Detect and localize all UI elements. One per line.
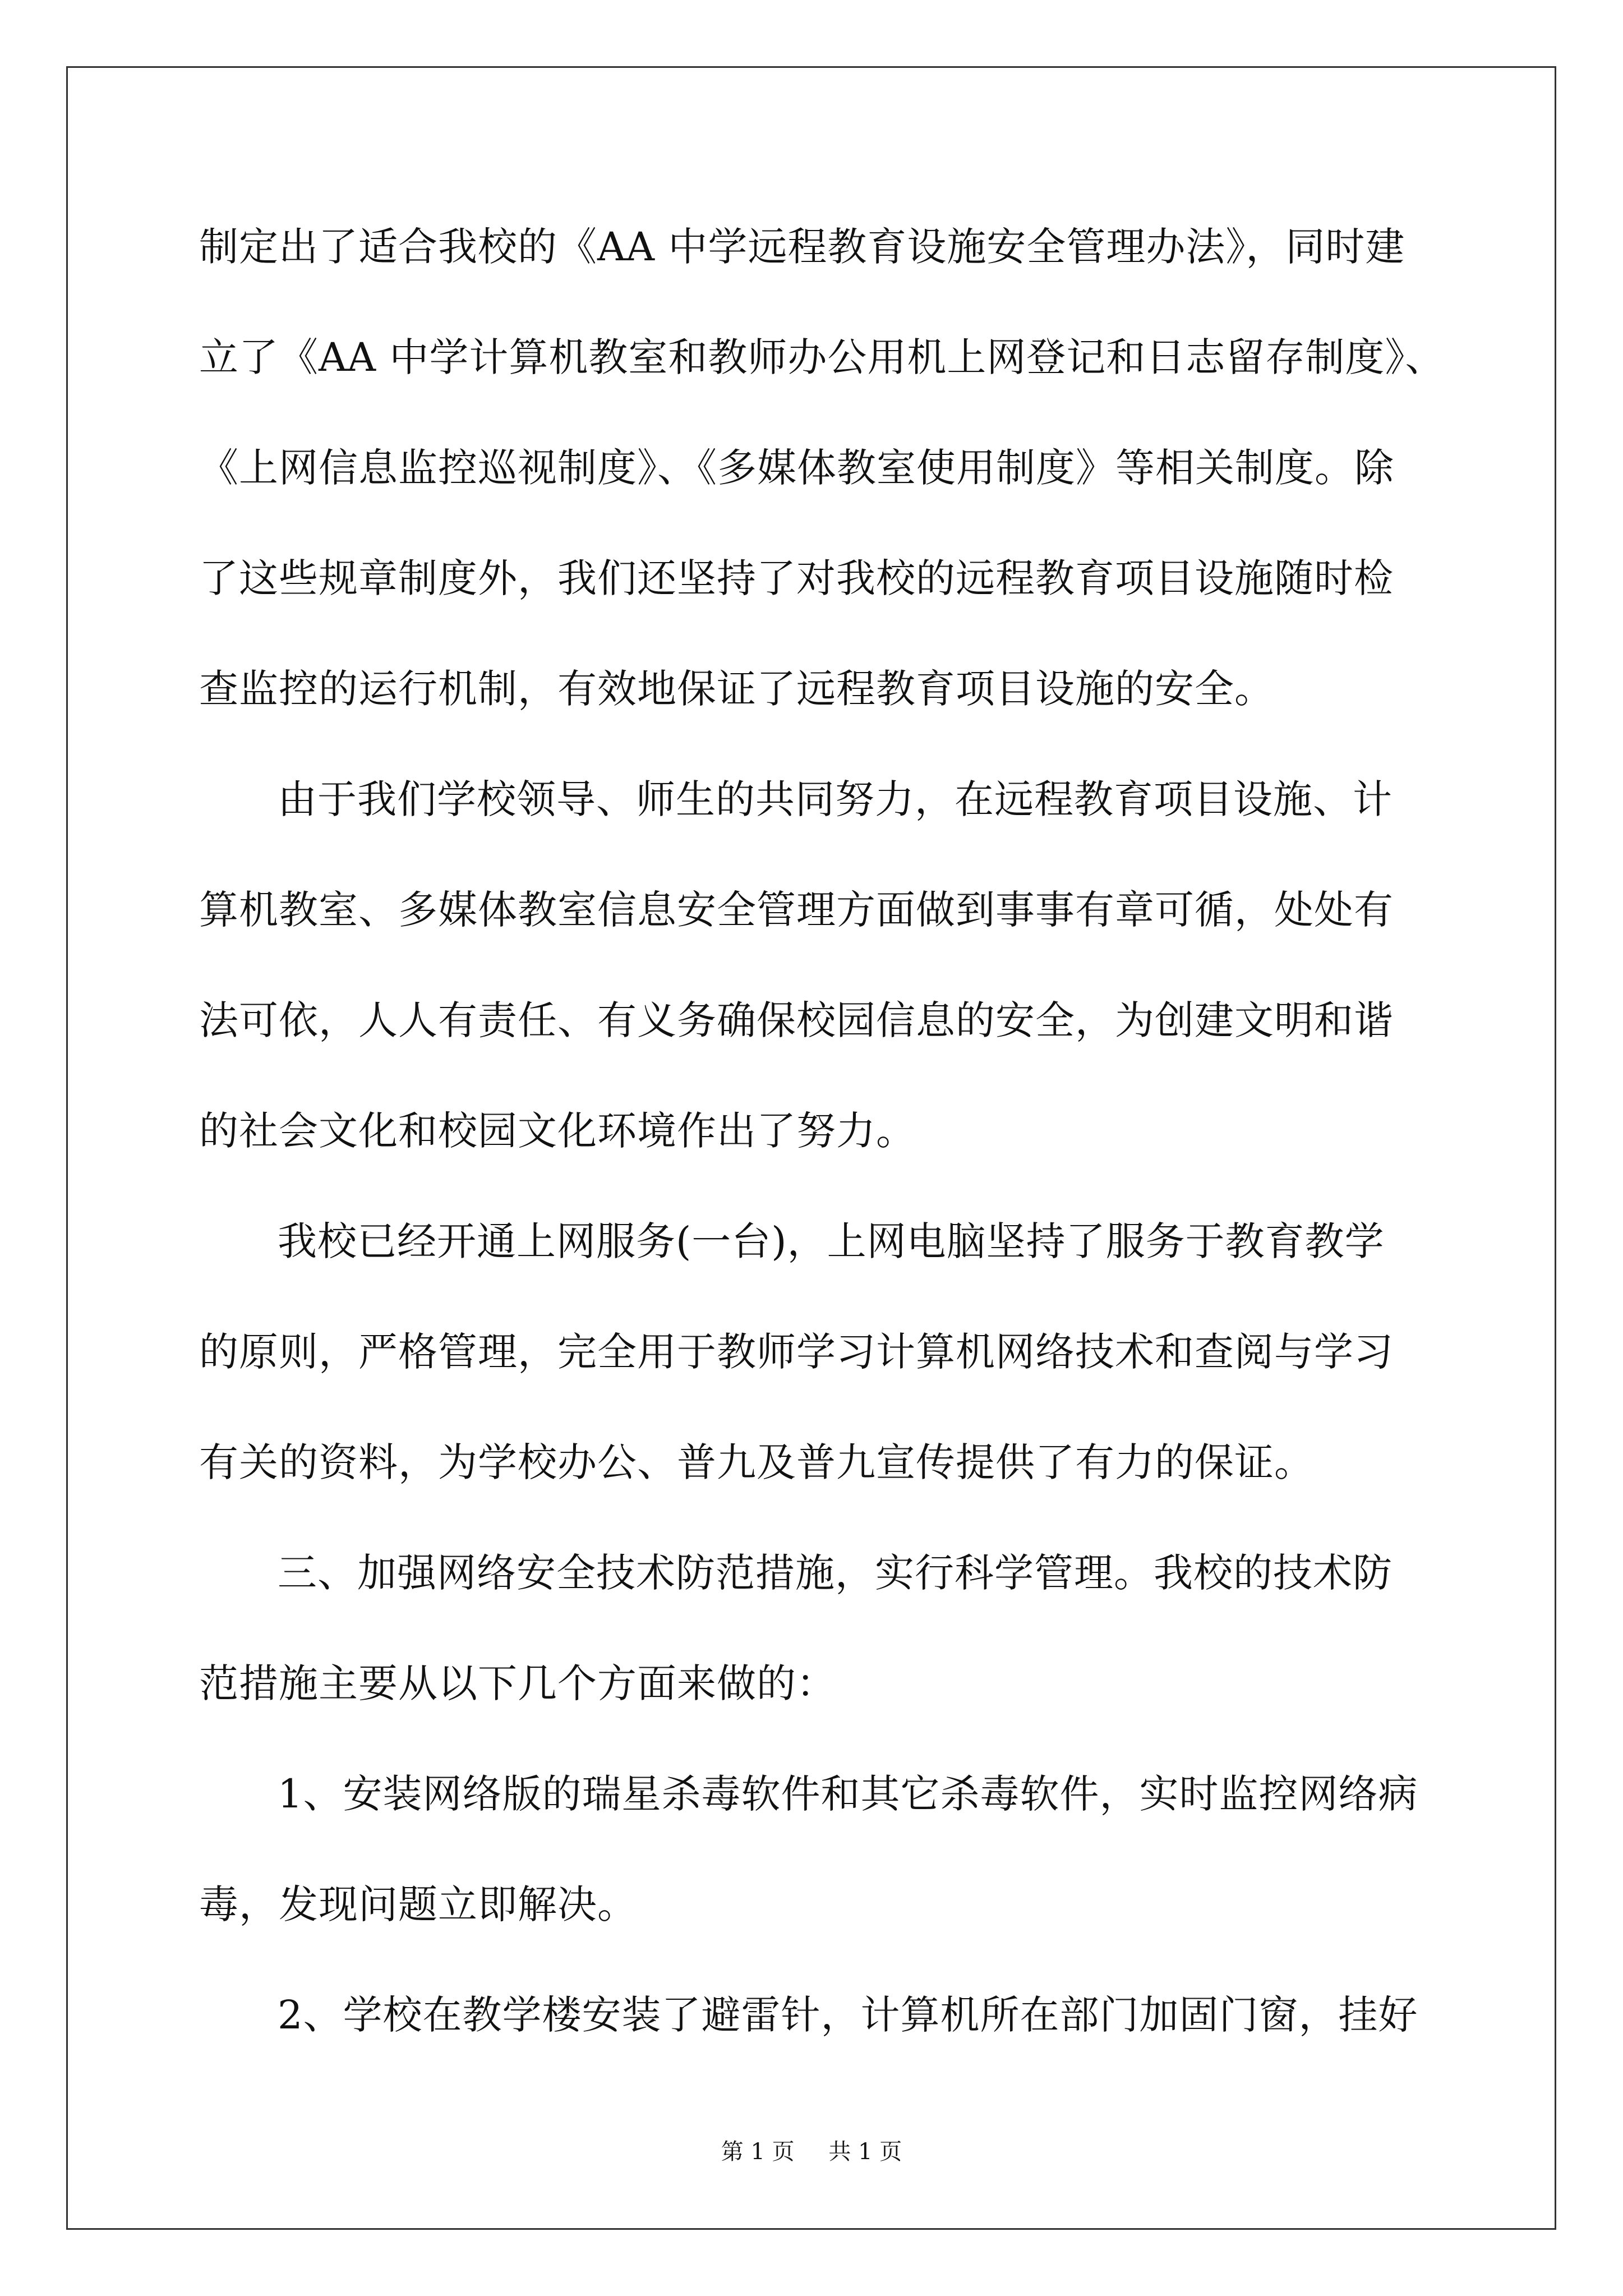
body-line: 制定出了适合我校的《AA 中学远程教育设施安全管理办法》，同时建: [199, 224, 1405, 270]
body-line: 范措施主要从以下几个方面来做的：: [199, 1660, 836, 1706]
section-heading-line: 三、加强网络安全技术防范措施，实行科学管理。我校的技术防: [278, 1550, 1393, 1596]
page-total: 共 1 页: [828, 2139, 902, 2165]
body-line: 毒，发现问题立即解决。: [199, 1881, 637, 1927]
body-line: 有关的资料，为学校办公、普九及普九宣传提供了有力的保证。: [199, 1439, 1314, 1485]
body-line: 算机教室、多媒体教室信息安全管理方面做到事事有章可循，处处有: [199, 887, 1394, 933]
list-item-line: 1、安装网络版的瑞星杀毒软件和其它杀毒软件，实时监控网络病: [278, 1771, 1418, 1817]
page-footer: [0, 2136, 1623, 2168]
body-line: 了这些规章制度外，我们还坚持了对我校的远程教育项目设施随时检: [199, 555, 1394, 601]
paragraph-first-line: 我校已经开通上网服务(一台)，上网电脑坚持了服务于教育教学: [278, 1218, 1385, 1264]
body-line: 查监控的运行机制，有效地保证了远程教育项目设施的安全。: [199, 666, 1274, 712]
body-line: 的原则，严格管理，完全用于教师学习计算机网络技术和查阅与学习: [199, 1329, 1394, 1375]
page-number: 第 1 页: [721, 2139, 795, 2165]
list-item-line: 2、学校在教学楼安装了避雷针，计算机所在部门加固门窗，挂好: [278, 1992, 1418, 2038]
body-line: 法可依，人人有责任、有义务确保校园信息的安全，为创建文明和谐: [199, 997, 1394, 1043]
paragraph-first-line: 由于我们学校领导、师生的共同努力，在远程教育项目设施、计: [278, 776, 1393, 822]
body-line: 立了《AA 中学计算机教室和教师办公用机上网登记和日志留存制度》、: [199, 334, 1445, 380]
body-line: 的社会文化和校园文化环境作出了努力。: [199, 1108, 916, 1154]
body-line: 《上网信息监控巡视制度》、《多媒体教室使用制度》等相关制度。除: [199, 445, 1394, 491]
